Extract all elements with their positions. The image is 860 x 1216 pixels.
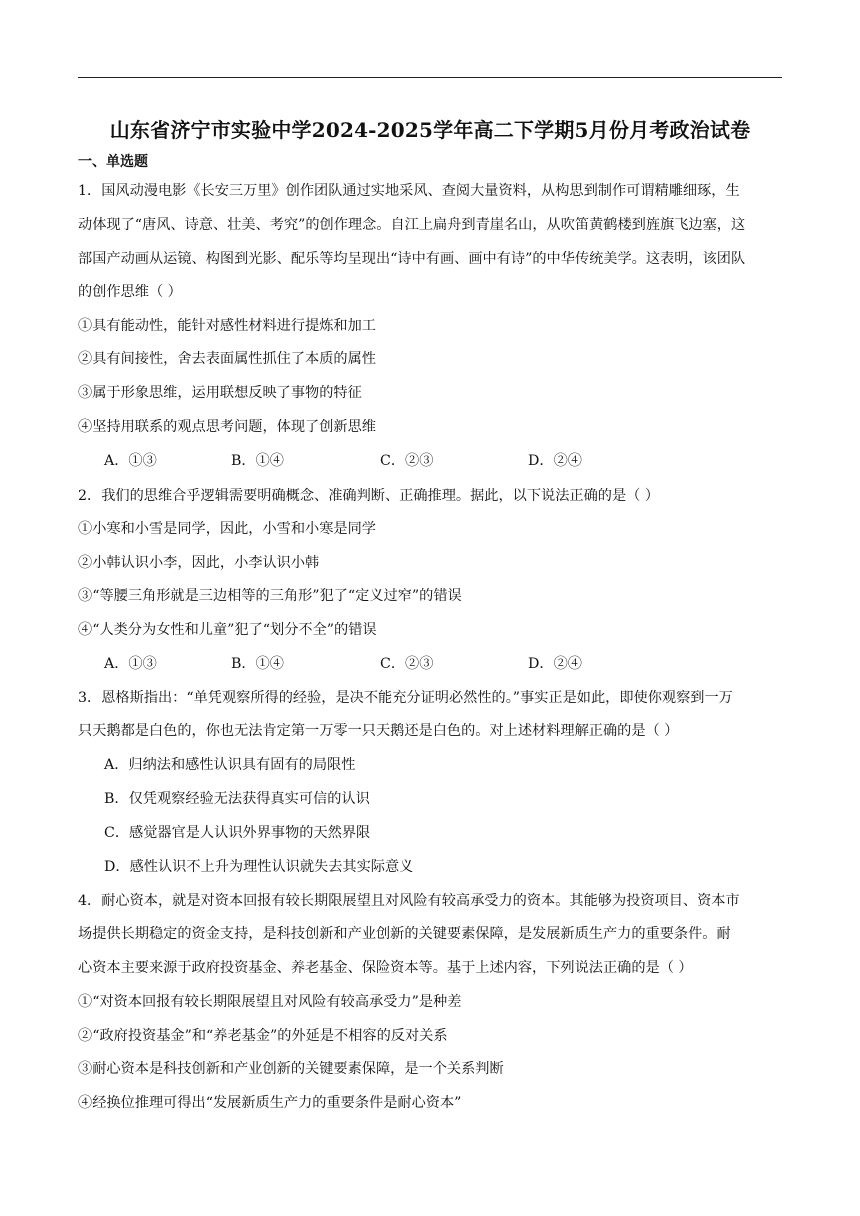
q4-stem-line: 4．耐心资本，就是对资本回报有较长期限展望且对风险有较高承受力的资本。其能够为投资项目、资本市 — [78, 893, 740, 909]
q1-option-b: B．①④ — [231, 453, 284, 469]
q4-statement: ②“政府投资基金”和“养老基金”的外延是不相容的反对关系 — [78, 1028, 448, 1044]
q1-statement: ①具有能动性，能针对感性材料进行提炼和加工 — [78, 318, 376, 334]
q2-statement: ④“人类分为女性和儿童”犯了“划分不全”的错误 — [78, 622, 377, 638]
q2-stem-line: 2．我们的思维合乎逻辑需要明确概念、准确判断、正确推理。据此，以下说法正确的是（ ） — [78, 488, 660, 504]
q3-option-a: A．归纳法和感性认识具有固有的局限性 — [104, 757, 356, 773]
q4-statement: ①“对资本回报有较长期限展望且对风险有较高承受力”是种差 — [78, 994, 462, 1010]
q3-option-b: B．仅凭观察经验无法获得真实可信的认识 — [104, 791, 370, 807]
q2-statement: ②小韩认识小李，因此，小李认识小韩 — [78, 555, 320, 571]
q2-option-d: D．②④ — [528, 656, 582, 672]
q2-option-a: A．①③ — [104, 656, 157, 672]
q1-statement: ③属于形象思维，运用联想反映了事物的特征 — [78, 385, 362, 401]
q3-stem-line: 3．恩格斯指出：“单凭观察所得的经验，是决不能充分证明必然性的。”事实正是如此，即使你观察到一万 — [78, 690, 733, 706]
q1-option-d: D．②④ — [528, 453, 582, 469]
q4-statement: ④经换位推理可得出“发展新质生产力的重要条件是耐心资本” — [78, 1095, 462, 1111]
q2-option-c: C．②③ — [380, 656, 434, 672]
q2-option-b: B．①④ — [231, 656, 284, 672]
q4-stem-line: 心资本主要来源于政府投资基金、养老基金、保险资本等。基于上述内容，下列说法正确的是（ ） — [78, 960, 693, 976]
q1-stem-line: 1．国风动漫电影《长安三万里》创作团队通过实地采风、查阅大量资料，从构思到制作可谓精雕细琢，生 — [78, 183, 740, 199]
q1-stem-line: 的创作思维（ ） — [78, 284, 182, 300]
q3-option-d: D．感性认识不上升为理性认识就失去其实际意义 — [104, 859, 414, 875]
q1-statement: ②具有间接性，舍去表面属性抓住了本质的属性 — [78, 351, 376, 367]
q1-option-a: A．①③ — [104, 453, 157, 469]
section-heading: 一、单选题 — [78, 154, 148, 170]
q2-statement: ①小寒和小雪是同学，因此，小雪和小寒是同学 — [78, 521, 376, 537]
page-title: 山东省济宁市实验中学2024-2025学年高二下学期5月份月考政治试卷 — [109, 118, 751, 142]
q4-stem-line: 场提供长期稳定的资金支持，是科技创新和产业创新的关键要素保障，是发展新质生产力的重要条件。耐 — [78, 926, 731, 942]
q3-stem-line: 只天鹅都是白色的，你也无法肯定第一万零一只天鹅还是白色的。对上述材料理解正确的是（ ） — [78, 723, 679, 739]
q2-statement: ③“等腰三角形就是三边相等的三角形”犯了“定义过窄”的错误 — [78, 588, 462, 604]
q3-option-c: C．感觉器官是人认识外界事物的天然界限 — [104, 825, 371, 841]
q1-option-c: C．②③ — [380, 453, 434, 469]
q1-statement: ④坚持用联系的观点思考问题，体现了创新思维 — [78, 419, 376, 435]
top-rule — [78, 77, 782, 78]
q1-stem-line: 部国产动画从运镜、构图到光影、配乐等均呈现出“诗中有画、画中有诗”的中华传统美学。这表明，该团队 — [78, 251, 746, 267]
q1-stem-line: 动体现了“唐风、诗意、壮美、考究”的创作理念。自江上扁舟到青崖名山，从吹笛黄鹤楼到旌旗飞边塞，这 — [78, 217, 746, 233]
q4-statement: ③耐心资本是科技创新和产业创新的关键要素保障，是一个关系判断 — [78, 1061, 504, 1077]
